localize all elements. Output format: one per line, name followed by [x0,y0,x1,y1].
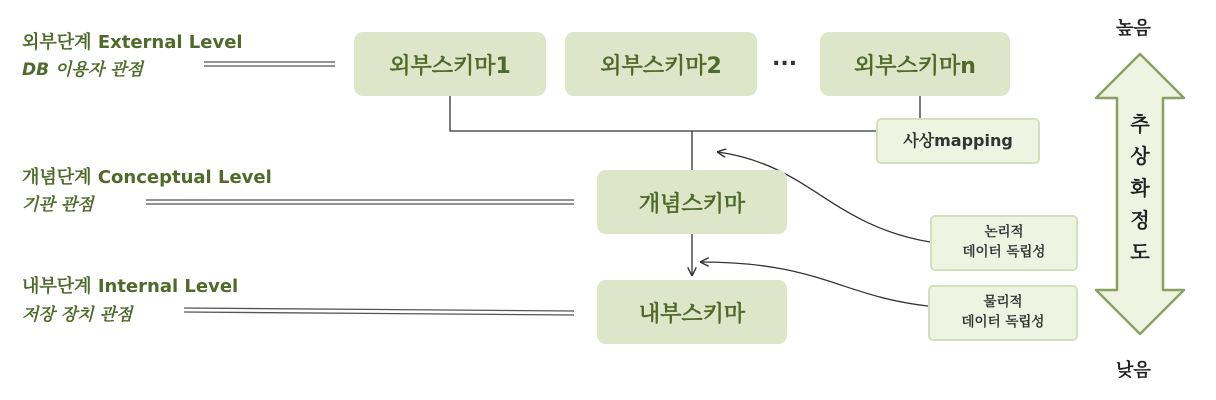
logical-independence-line1: 논리적 [984,224,1024,241]
logical-independence-box [930,215,1078,271]
abstraction-char-5: 도 [1130,240,1150,264]
conceptual-level-perspective: 기관 관점 [22,195,94,215]
internal-level-perspective: 저장 장치 관점 [22,305,133,325]
abstraction-degree-label [1127,108,1153,268]
mapping-label-box [876,118,1040,164]
external-level-title: 외부단계 External Level [22,32,243,53]
internal-level-double-line [184,308,574,315]
internal-schema: 내부스키마 [597,280,787,344]
conceptual-level-double-line [146,200,574,204]
internal-level-title: 내부단계 Internal Level [22,276,239,297]
external-schema-1: 외부스키마1 [354,32,546,96]
external-schema-n: 외부스키마n [820,32,1010,96]
external-schema-2: 외부스키마2 [565,32,757,96]
abstraction-char-2: 상 [1130,144,1150,168]
abstraction-char-3: 화 [1130,176,1150,200]
abstraction-low-label: 낮음 [1116,360,1151,381]
abstraction-high-label: 높음 [1116,18,1151,39]
external-level-double-line [204,62,335,66]
external-level-perspective: DB 이용자 관점 [22,60,144,80]
physical-independence-line2: 데이터 독립성 [961,314,1045,330]
external-schema-ellipsis: ... [772,46,798,71]
conceptual-level-title: 개념단계 Conceptual Level [22,167,272,188]
physical-independence-line1: 물리적 [983,294,1023,311]
conceptual-schema: 개념스키마 [597,170,787,234]
logical-independence-line2: 데이터 독립성 [962,244,1046,260]
abstraction-char-4: 정 [1130,208,1150,232]
mapping-bus-line [450,96,920,170]
mapping-label: 사상mapping [903,131,1013,151]
abstraction-char-1: 추 [1130,112,1150,136]
physical-independence-box [928,285,1078,341]
